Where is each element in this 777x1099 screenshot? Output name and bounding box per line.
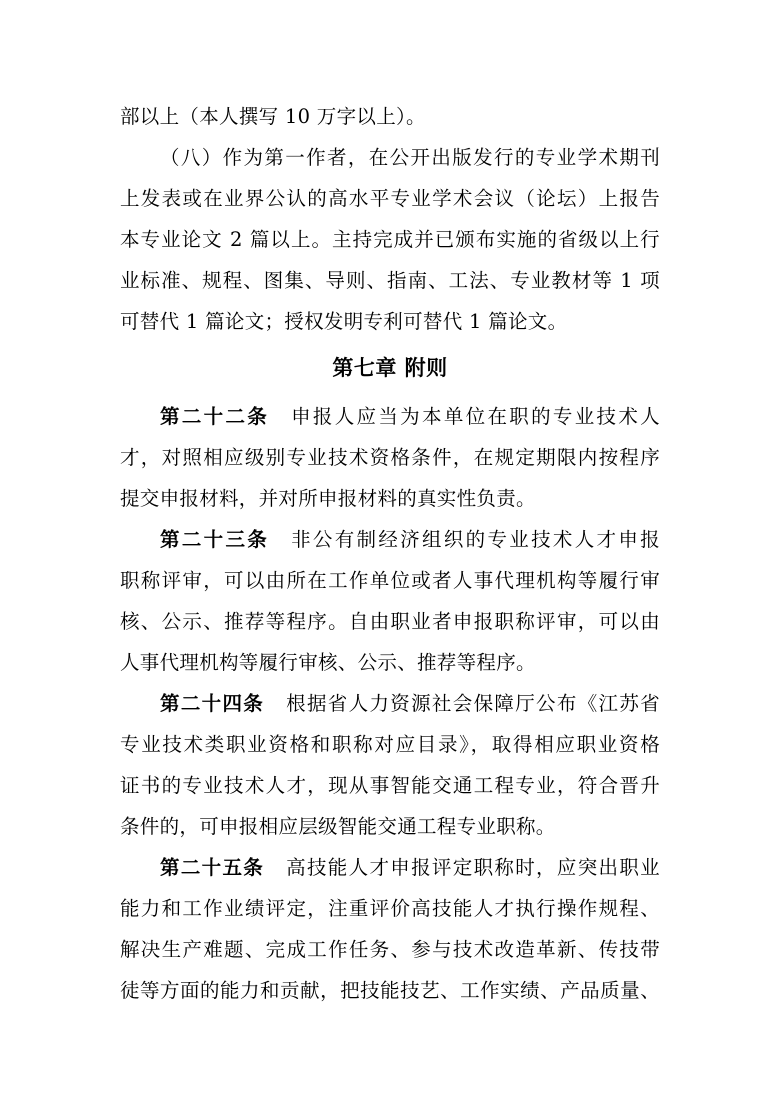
article-label: 第二十四条 [160, 692, 265, 715]
paragraph-line: 业标准、规程、图集、导则、指南、工法、专业教材等 1 项 [120, 269, 660, 292]
paragraph-line: 可替代 1 篇论文；授权发明专利可替代 1 篇论文。 [120, 310, 568, 333]
paragraph-line: 核、公示、推荐等程序。自由职业者申报职称评审，可以由 [120, 610, 660, 633]
article-23 [120, 519, 660, 683]
article-24 [120, 683, 660, 847]
paragraph-line: （八）作为第一作者，在公开出版发行的专业学术期刊 [160, 146, 660, 169]
article-first-line [120, 396, 660, 437]
document-page [120, 96, 660, 1011]
article-22 [120, 396, 660, 519]
paragraph-line: 职称评审，可以由所在工作单位或者人事代理机构等履行审 [120, 569, 660, 592]
paragraph-line: 上发表或在业界公认的高水平专业学术会议（论坛）上报告 [120, 187, 660, 210]
paragraph-line: 专业技术类职业资格和职称对应目录》，取得相应职业资格 [120, 733, 660, 756]
paragraph-line: 才，对照相应级别专业技术资格条件，在规定期限内按程序 [120, 446, 660, 469]
paragraph-line: 解决生产难题、完成工作任务、参与技术改造革新、传技带 [120, 938, 660, 961]
article-25 [120, 847, 660, 1011]
article-first-line [120, 519, 660, 560]
paragraph-line: 部以上（本人撰写 10 万字以上）。 [120, 105, 426, 128]
article-text: 非公有制经济组织的专业技术人才申报 [291, 528, 660, 551]
article-first-line [120, 683, 660, 724]
paragraph-line: 提交申报材料，并对所申报材料的真实性负责。 [120, 487, 536, 510]
article-label: 第二十三条 [160, 528, 270, 551]
chapter-title: 第七章 附则 [332, 356, 448, 380]
article-label: 第二十二条 [160, 405, 270, 428]
article-text: 高技能人才申报评定职称时，应突出职业 [286, 856, 660, 879]
paragraph-line: 本专业论文 2 篇以上。主持完成并已颁布实施的省级以上行 [120, 228, 660, 251]
article-label: 第二十五条 [160, 856, 265, 879]
article-first-line [120, 847, 660, 888]
paragraph-line: 能力和工作业绩评定，注重评价高技能人才执行操作规程、 [120, 897, 660, 920]
paragraph-line: 条件的，可申报相应层级智能交通工程专业职称。 [120, 815, 556, 838]
paragraph-line: 徒等方面的能力和贡献，把技能技艺、工作实绩、产品质量、 [120, 979, 660, 1002]
item-eight-paragraph [120, 137, 660, 342]
article-text: 根据省人力资源社会保障厅公布《江苏省 [286, 692, 660, 715]
paragraph-line: 人事代理机构等履行审核、公示、推荐等程序。 [120, 651, 536, 674]
paragraph-line: 证书的专业技术人才，现从事智能交通工程专业，符合晋升 [120, 774, 660, 797]
article-text: 申报人应当为本单位在职的专业技术人 [291, 405, 660, 428]
